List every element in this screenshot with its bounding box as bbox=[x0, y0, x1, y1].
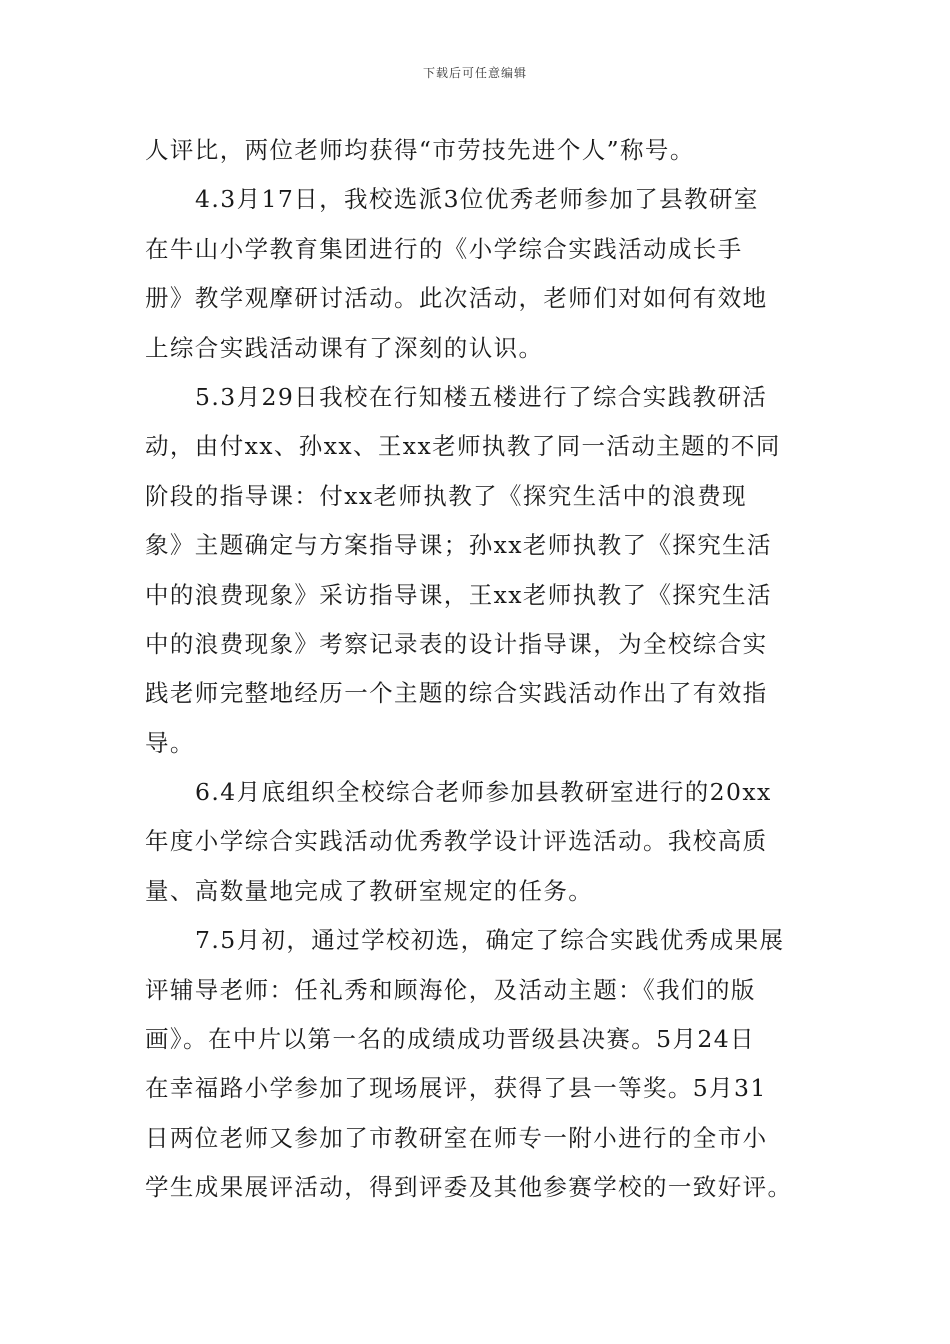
paragraph-7-line-5: 日两位老师又参加了市教研室在师专一附小进行的全市小 bbox=[145, 1123, 768, 1152]
paragraph-7-line-4: 在幸福路小学参加了现场展评，获得了县一等奖。5月31 bbox=[145, 1074, 767, 1103]
paragraph-5-line-8: 导。 bbox=[145, 728, 195, 757]
page-header: 下载后可任意编辑 bbox=[422, 66, 527, 80]
paragraph-5-line-5: 中的浪费现象》采访指导课，王xx老师执教了《探究生活 bbox=[145, 580, 772, 609]
document-body bbox=[145, 126, 815, 1213]
text-line-1: 人评比，两位老师均获得“市劳技先进个人”称号。 bbox=[145, 136, 695, 164]
paragraph-7-line-3: 画》。在中片以第一名的成绩成功晋级县决赛。5月24日 bbox=[145, 1025, 756, 1054]
paragraph-4-line-2: 在牛山小学教育集团进行的《小学综合实践活动成长手 bbox=[145, 234, 743, 263]
paragraph-5-line-7: 践老师完整地经历一个主题的综合实践活动作出了有效指 bbox=[145, 679, 768, 708]
paragraph-7-line-1: 7.5月初，通过学校初选，确定了综合实践优秀成果展 bbox=[195, 926, 785, 955]
paragraph-5-line-1: 5.3月29日我校在行知楼五楼进行了综合实践教研活 bbox=[195, 382, 768, 411]
paragraph-6-line-2: 年度小学综合实践活动优秀教学设计评选活动。我校高质 bbox=[145, 827, 768, 856]
paragraph-4-line-1: 4.3月17日，我校选派3位优秀老师参加了县教研室 bbox=[195, 185, 759, 214]
paragraph-5-line-4: 象》主题确定与方案指导课；孙xx老师执教了《探究生活 bbox=[145, 531, 772, 560]
paragraph-5-line-2: 动，由付xx、孙xx、王xx老师执教了同一活动主题的不同 bbox=[145, 432, 781, 461]
paragraph-7-line-6: 学生成果展评活动，得到评委及其他参赛学校的一致好评。 bbox=[145, 1173, 793, 1202]
paragraph-7-line-2: 评辅导老师：任礼秀和顾海伦，及活动主题：《我们的版 bbox=[145, 975, 756, 1004]
paragraph-5-line-6: 中的浪费现象》考察记录表的设计指导课，为全校综合实 bbox=[145, 629, 768, 658]
paragraph-5-line-3: 阶段的指导课：付xx老师执教了《探究生活中的浪费现 bbox=[145, 481, 748, 510]
paragraph-6-line-1: 6.4月底组织全校综合老师参加县教研室进行的20xx bbox=[195, 778, 772, 807]
paragraph-6-line-3: 量、高数量地完成了教研室规定的任务。 bbox=[145, 876, 594, 905]
paragraph-4-line-4: 上综合实践活动课有了深刻的认识。 bbox=[145, 333, 544, 362]
paragraph-4-line-3: 册》教学观摩研讨活动。此次活动，老师们对如何有效地 bbox=[145, 284, 768, 313]
